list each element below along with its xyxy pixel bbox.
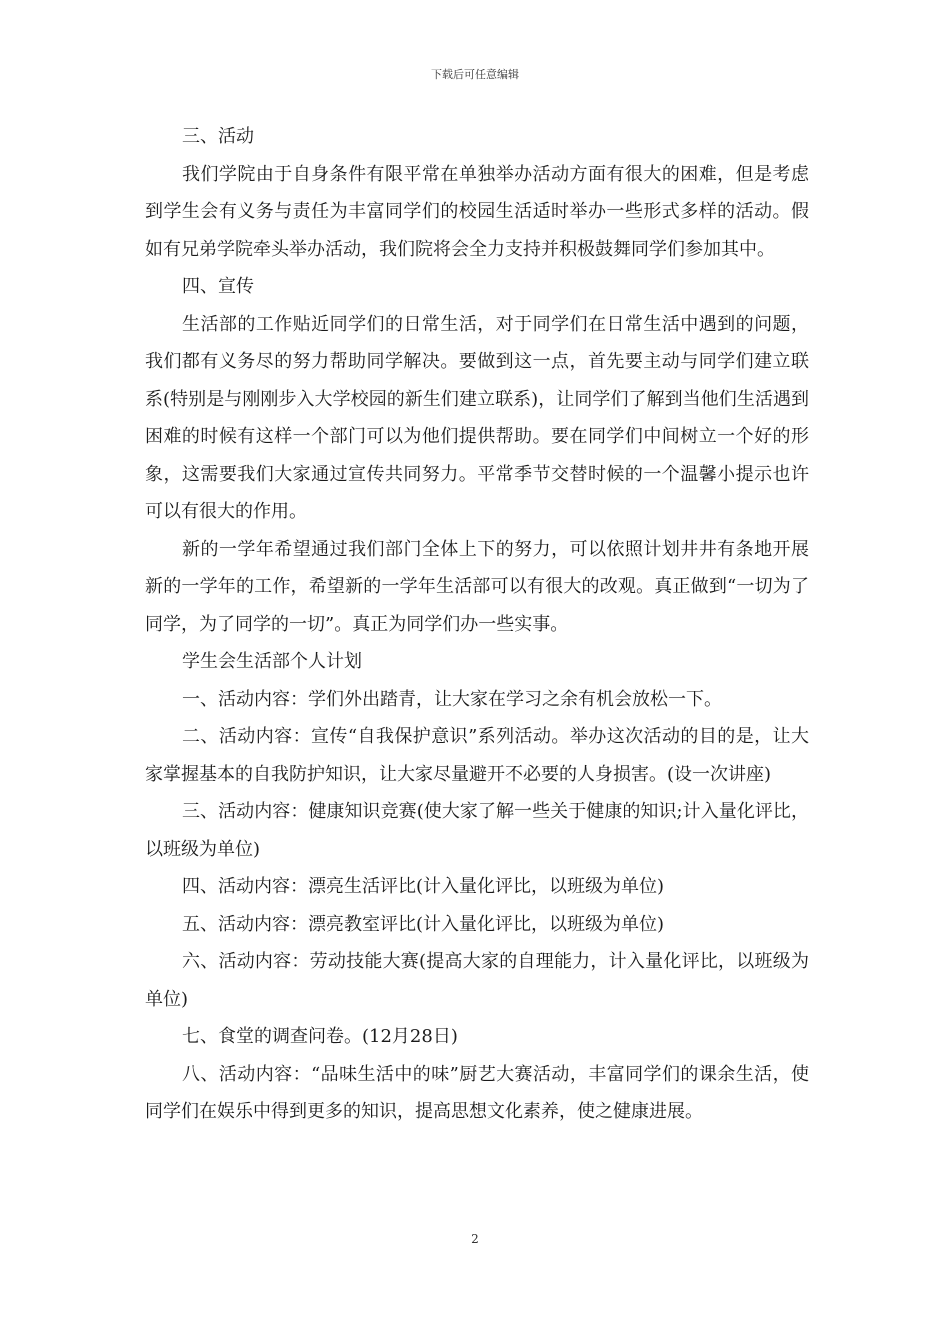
plan-item-6: 六、活动内容：劳动技能大赛(提高大家的自理能力，计入量化评比，以班级为单位) (145, 951, 809, 1010)
page-number: 2 (471, 1232, 479, 1246)
plan-item-8: 八、活动内容：“品味生活中的味”厨艺大赛活动，丰富同学们的课余生活，使同学们在娱乐中得到更多的知识，提高思想文化素养，使之健康进展。 (145, 1063, 809, 1122)
page-header-note: 下载后可任意编辑 (431, 68, 519, 81)
plan-item-7: 七、食堂的调查问卷。(12月28日) (182, 1026, 458, 1047)
section-heading-publicity: 四、宣传 (182, 276, 254, 297)
plan-item-5: 五、活动内容：漂亮教室评比(计入量化评比，以班级为单位) (182, 913, 665, 935)
section-heading-activities: 三、活动 (182, 126, 254, 147)
plan-item-2: 二、活动内容：宣传“自我保护意识”系列活动。举办这次活动的目的是，让大家掌握基本的自我防护知识，让大家尽量避开不必要的人身损害。(设一次讲座) (145, 726, 809, 785)
plan-item-4: 四、活动内容：漂亮生活评比(计入量化评比，以班级为单位) (182, 876, 665, 897)
paragraph-activities: 我们学院由于自身条件有限平常在单独举办活动方面有很大的困难，但是考虑到学生会有义务与责任为丰富同学们的校园生活适时举办一些形式多样的活动。假如有兄弟学院牵头举办活动，我们院将会全力支持并积极鼓舞同学们参加其中。 (145, 163, 809, 260)
paragraph-publicity: 生活部的工作贴近同学们的日常生活，对于同学们在日常生活中遇到的问题，我们都有义务尽的努力帮助同学解决。要做到这一点，首先要主动与同学们建立联系(特别是与刚刚步入大学校园的新生们建立联系)，让同学们了解到当他们生活遇到困难的时候有这样一个部门可以为他们提供帮助。要在同学们中间树立一个好的形象，这需要我们大家通过宣传共同努力。平常季节交替时候的一个温馨小提示也许可以有很大的作用。 (145, 313, 809, 522)
plan-item-3: 三、活动内容：健康知识竞赛(使大家了解一些关于健康的知识;计入量化评比，以班级为单位) (145, 801, 809, 860)
paragraph-new-year-hopes: 新的一学年希望通过我们部门全体上下的努力，可以依照计划井井有条地开展新的一学年的工作，希望新的一学年生活部可以有很大的改观。真正做到“一切为了同学，为了同学的一切”。真正为同学们办一些实事。 (145, 538, 809, 635)
document-body (145, 118, 809, 1131)
plan-item-1: 一、活动内容：学们外出踏青，让大家在学习之余有机会放松一下。 (182, 688, 722, 710)
section-heading-personal-plan: 学生会生活部个人计划 (182, 651, 362, 672)
